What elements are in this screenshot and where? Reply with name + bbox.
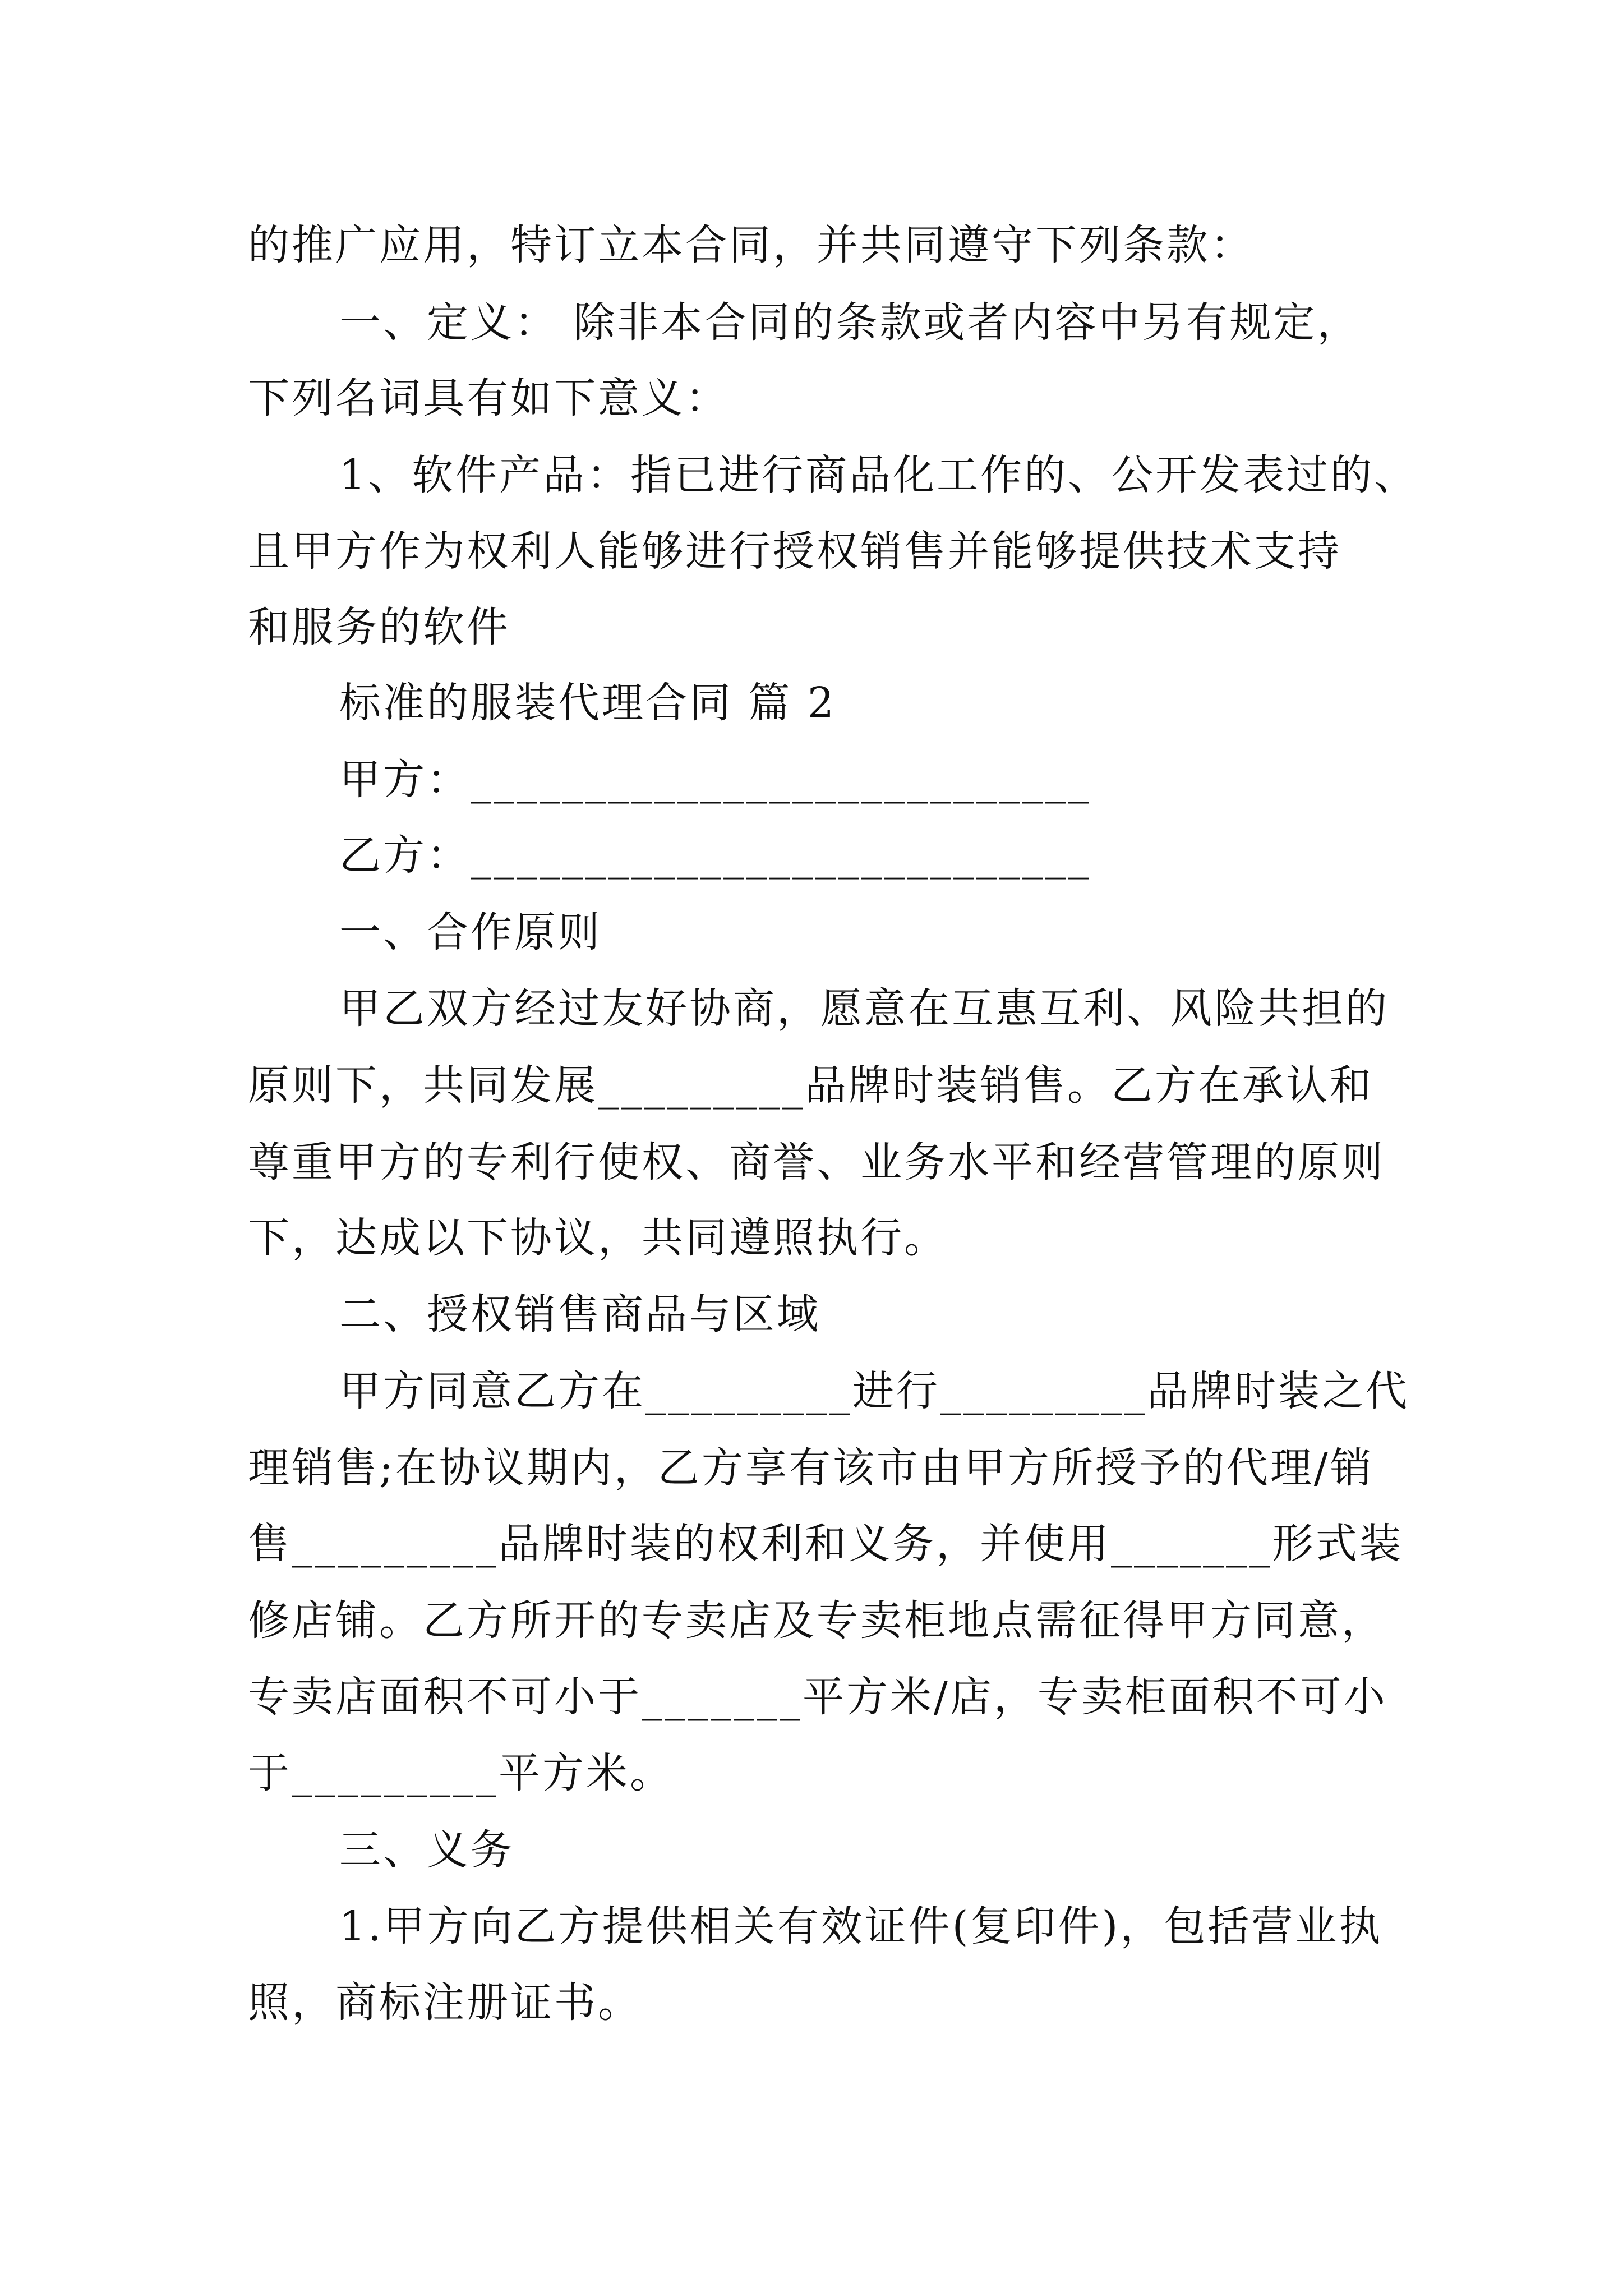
paragraph-line: 且甲方作为权利人能够进行授权销售并能够提供技术支持 [248,527,1341,576]
paragraph-line: 甲乙双方经过友好协商，愿意在互惠互利、风险共担的 [339,984,1389,1033]
section-heading-definition: 一、定义： 除非本合同的条款或者内容中另有规定， [339,298,1361,347]
paragraph-line: 售_________品牌时装的权利和义务，并使用_______形式装 [248,1520,1403,1568]
paragraph-line: 照，商标注册证书。 [248,1978,642,2027]
paragraph-line: 原则下，共同发展_________品牌时装销售。乙方在承认和 [248,1061,1373,1110]
paragraph-line: 专卖店面积不可小于_______平方米/店，专卖柜面积不可小 [248,1673,1387,1721]
paragraph-line: 1、软件产品：指已进行商品化工作的、公开发表过的、 [339,451,1418,499]
paragraph-line: 1.甲方向乙方提供相关有效证件(复印件)，包括营业执 [339,1902,1383,1950]
party-b-field: 乙方：___________________________ [339,831,1091,880]
paragraph-line: 尊重甲方的专利行使权、商誉、业务水平和经营管理的原则 [248,1138,1385,1186]
paragraph-line: 下列名词具有如下意义： [248,374,729,422]
section-heading-authorization: 二、授权销售商品与区域 [339,1290,820,1338]
paragraph-line: 甲方同意乙方在_________进行_________品牌时装之代 [339,1367,1409,1415]
section-heading-principles: 一、合作原则 [339,908,602,956]
paragraph-line: 的推广应用，特订立本合同，并共同遵守下列条款： [248,221,1254,269]
section-heading-obligations: 三、义务 [339,1826,514,1874]
party-a-field: 甲方：___________________________ [339,756,1091,804]
paragraph-line: 于_________平方米。 [248,1749,674,1797]
paragraph-line: 理销售;在协议期内，乙方享有该市由甲方所授予的代理/销 [248,1444,1374,1492]
paragraph-line: 下，达成以下协议，共同遵照执行。 [248,1214,948,1262]
paragraph-line: 修店铺。乙方所开的专卖店及专卖柜地点需征得甲方同意， [248,1596,1385,1645]
document-title: 标准的服装代理合同 篇 2 [339,679,837,727]
paragraph-line: 和服务的软件 [248,603,510,651]
